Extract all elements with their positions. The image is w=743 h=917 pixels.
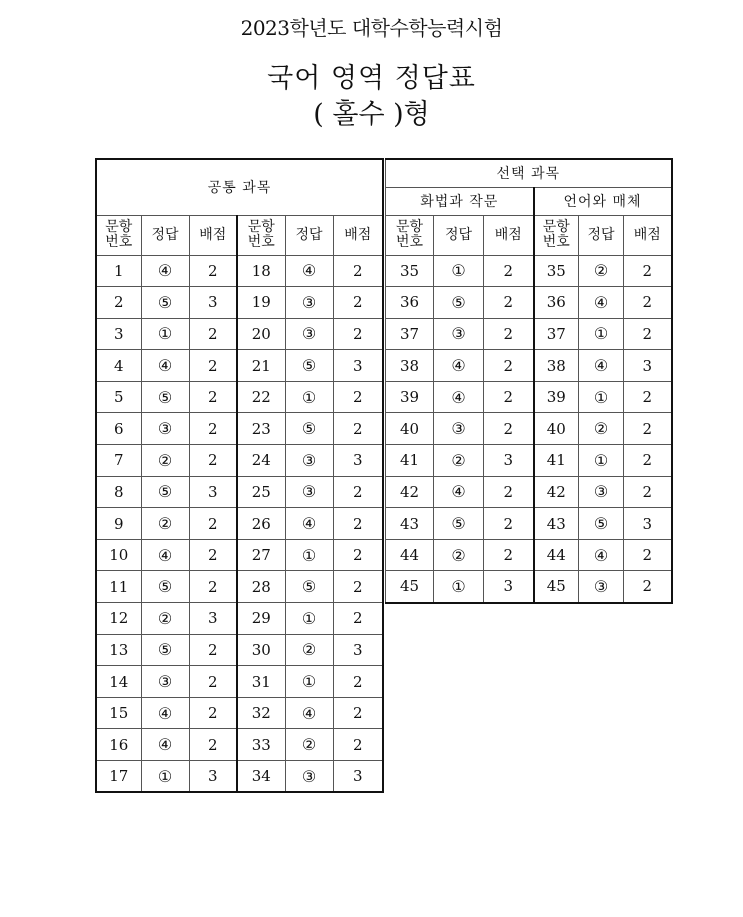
- table-row: [386, 255, 672, 287]
- question-number: 37: [534, 318, 579, 350]
- elective-subject-table: [385, 158, 673, 604]
- score: 2: [333, 697, 383, 729]
- score: 2: [189, 255, 237, 287]
- table-row: [96, 761, 383, 793]
- score: 2: [333, 287, 383, 319]
- answer: ③: [579, 571, 624, 603]
- question-number: 38: [386, 350, 434, 382]
- score: 2: [333, 413, 383, 445]
- question-number: 34: [237, 761, 285, 793]
- score: 3: [189, 287, 237, 319]
- table-row: [96, 413, 383, 445]
- answer: ①: [579, 318, 624, 350]
- question-number: 36: [534, 287, 579, 319]
- score: 2: [189, 729, 237, 761]
- question-number: 25: [237, 476, 285, 508]
- table-row: [386, 445, 672, 477]
- question-number: 35: [534, 255, 579, 287]
- question-number: 20: [237, 318, 285, 350]
- score-header: 배점: [189, 215, 237, 255]
- answer: ①: [285, 539, 333, 571]
- question-number: 44: [386, 539, 434, 571]
- score: 2: [484, 318, 534, 350]
- question-number: 39: [534, 381, 579, 413]
- score: 2: [484, 476, 534, 508]
- answer: ③: [434, 318, 484, 350]
- score: 2: [624, 381, 672, 413]
- score: 2: [333, 381, 383, 413]
- score: 3: [333, 634, 383, 666]
- exam-title: 2023학년도 대학수학능력시험: [240, 16, 503, 40]
- table-row: [96, 697, 383, 729]
- score: 2: [624, 539, 672, 571]
- score: 2: [333, 508, 383, 540]
- question-number: 5: [96, 381, 141, 413]
- question-number: 41: [386, 445, 434, 477]
- answer: ③: [434, 413, 484, 445]
- answer: ④: [579, 287, 624, 319]
- table-row: [386, 413, 672, 445]
- score: 2: [624, 445, 672, 477]
- question-number: 7: [96, 445, 141, 477]
- score: 3: [484, 445, 534, 477]
- table-row: [386, 539, 672, 571]
- answer: ②: [141, 508, 189, 540]
- question-number: 35: [386, 255, 434, 287]
- table-row: [96, 571, 383, 603]
- question-number: 2: [96, 287, 141, 319]
- subject-title: 국어 영역 정답표: [267, 63, 476, 94]
- score: 3: [624, 508, 672, 540]
- answer: ②: [285, 729, 333, 761]
- question-number: 17: [96, 761, 141, 793]
- answer: ③: [285, 287, 333, 319]
- question-number: 23: [237, 413, 285, 445]
- score: 2: [624, 318, 672, 350]
- score: 2: [333, 603, 383, 635]
- score: 2: [484, 539, 534, 571]
- answer: ②: [434, 539, 484, 571]
- question-number: 22: [237, 381, 285, 413]
- score: 2: [624, 255, 672, 287]
- answer: ⑤: [285, 350, 333, 382]
- score: 2: [333, 318, 383, 350]
- question-number: 42: [386, 476, 434, 508]
- answer: ③: [285, 318, 333, 350]
- table-row: [96, 445, 383, 477]
- question-number: 31: [237, 666, 285, 698]
- answer: ①: [434, 571, 484, 603]
- table-row: [96, 508, 383, 540]
- answer: ⑤: [141, 476, 189, 508]
- question-number: 13: [96, 634, 141, 666]
- question-number: 41: [534, 445, 579, 477]
- answer: ④: [141, 539, 189, 571]
- score: 2: [333, 539, 383, 571]
- answer: ③: [579, 476, 624, 508]
- score: 3: [189, 603, 237, 635]
- answer: ④: [285, 508, 333, 540]
- answer: ④: [579, 350, 624, 382]
- answer: ①: [434, 255, 484, 287]
- score: 2: [484, 508, 534, 540]
- answer: ②: [579, 255, 624, 287]
- table-row: [96, 539, 383, 571]
- score: 2: [333, 571, 383, 603]
- score: 2: [624, 571, 672, 603]
- answer: ④: [141, 729, 189, 761]
- score: 2: [624, 413, 672, 445]
- question-number: 21: [237, 350, 285, 382]
- question-number: 27: [237, 539, 285, 571]
- answer: ⑤: [141, 571, 189, 603]
- score: 2: [484, 350, 534, 382]
- common-column-header-row: [96, 215, 383, 255]
- question-number: 1: [96, 255, 141, 287]
- question-number: 43: [534, 508, 579, 540]
- common-subject-table: [95, 158, 384, 793]
- question-number: 45: [534, 571, 579, 603]
- score: 2: [333, 666, 383, 698]
- score: 3: [484, 571, 534, 603]
- table-row: [386, 287, 672, 319]
- answer: ①: [285, 603, 333, 635]
- question-number: 38: [534, 350, 579, 382]
- question-number: 15: [96, 697, 141, 729]
- answer: ②: [141, 603, 189, 635]
- answer: ③: [285, 761, 333, 793]
- score: 2: [189, 539, 237, 571]
- score: 2: [189, 413, 237, 445]
- answer: ⑤: [579, 508, 624, 540]
- table-row: [386, 318, 672, 350]
- question-number: 3: [96, 318, 141, 350]
- question-number: 30: [237, 634, 285, 666]
- question-number: 33: [237, 729, 285, 761]
- score: 2: [189, 381, 237, 413]
- question-number: 32: [237, 697, 285, 729]
- question-number: 11: [96, 571, 141, 603]
- elective-a-header: 화법과 작문: [386, 187, 534, 215]
- question-number-header: 문항 번호: [96, 215, 141, 255]
- table-row: [96, 318, 383, 350]
- score: 2: [189, 666, 237, 698]
- score: 2: [189, 697, 237, 729]
- question-number: 8: [96, 476, 141, 508]
- score-header: 배점: [484, 215, 534, 255]
- question-number: 29: [237, 603, 285, 635]
- score: 3: [333, 445, 383, 477]
- answer: ⑤: [285, 571, 333, 603]
- answer: ①: [141, 318, 189, 350]
- score-header: 배점: [333, 215, 383, 255]
- answer: ⑤: [434, 287, 484, 319]
- elective-subject-header: 선택 과목: [386, 159, 672, 187]
- question-number: 12: [96, 603, 141, 635]
- score: 2: [189, 634, 237, 666]
- question-number: 19: [237, 287, 285, 319]
- table-row: [96, 603, 383, 635]
- score: 2: [333, 476, 383, 508]
- answer-header: 정답: [579, 215, 624, 255]
- answer: ⑤: [141, 287, 189, 319]
- table-row: [386, 476, 672, 508]
- table-row: [386, 381, 672, 413]
- answer: ②: [434, 445, 484, 477]
- score: 3: [189, 476, 237, 508]
- table-row: [96, 255, 383, 287]
- question-number: 40: [386, 413, 434, 445]
- question-number-header: 문항 번호: [534, 215, 579, 255]
- question-number: 42: [534, 476, 579, 508]
- question-number: 45: [386, 571, 434, 603]
- answer: ③: [141, 666, 189, 698]
- question-number: 10: [96, 539, 141, 571]
- answer: ①: [141, 761, 189, 793]
- question-number: 16: [96, 729, 141, 761]
- answer: ④: [285, 697, 333, 729]
- form-type: ( 홀수 )형: [313, 99, 430, 130]
- score: 2: [484, 255, 534, 287]
- score: 3: [333, 761, 383, 793]
- answer: ④: [434, 381, 484, 413]
- answer: ③: [285, 476, 333, 508]
- table-row: [386, 571, 672, 603]
- question-number-header: 문항 번호: [237, 215, 285, 255]
- answer: ④: [285, 255, 333, 287]
- question-number: 14: [96, 666, 141, 698]
- table-row: [386, 350, 672, 382]
- question-number: 9: [96, 508, 141, 540]
- score-header: 배점: [624, 215, 672, 255]
- table-row: [96, 634, 383, 666]
- answer: ①: [285, 666, 333, 698]
- question-number: 26: [237, 508, 285, 540]
- question-number: 40: [534, 413, 579, 445]
- score: 2: [484, 287, 534, 319]
- score: 2: [189, 350, 237, 382]
- answer: ①: [579, 381, 624, 413]
- question-number: 37: [386, 318, 434, 350]
- answer: ①: [579, 445, 624, 477]
- score: 2: [189, 571, 237, 603]
- score: 2: [484, 381, 534, 413]
- answer-header: 정답: [285, 215, 333, 255]
- score: 2: [484, 413, 534, 445]
- answer: ⑤: [434, 508, 484, 540]
- score: 2: [624, 287, 672, 319]
- answer: ④: [579, 539, 624, 571]
- score: 3: [333, 350, 383, 382]
- elective-column-header-row: [386, 215, 672, 255]
- question-number: 6: [96, 413, 141, 445]
- score: 2: [189, 508, 237, 540]
- answer-header: 정답: [434, 215, 484, 255]
- table-row: [96, 350, 383, 382]
- common-subject-header: 공통 과목: [96, 159, 383, 215]
- question-number: 28: [237, 571, 285, 603]
- table-row: [96, 729, 383, 761]
- answer: ⑤: [141, 381, 189, 413]
- answer: ②: [141, 445, 189, 477]
- answer: ④: [141, 255, 189, 287]
- answer: ①: [285, 381, 333, 413]
- score: 2: [189, 445, 237, 477]
- question-number: 4: [96, 350, 141, 382]
- table-row: [96, 287, 383, 319]
- question-number: 39: [386, 381, 434, 413]
- table-row: [386, 508, 672, 540]
- table-row: [96, 381, 383, 413]
- answer: ④: [141, 697, 189, 729]
- question-number-header: 문항 번호: [386, 215, 434, 255]
- answer: ③: [141, 413, 189, 445]
- question-number: 36: [386, 287, 434, 319]
- answer: ②: [285, 634, 333, 666]
- question-number: 44: [534, 539, 579, 571]
- answer: ④: [434, 350, 484, 382]
- answer: ⑤: [141, 634, 189, 666]
- question-number: 24: [237, 445, 285, 477]
- answer: ③: [285, 445, 333, 477]
- elective-b-header: 언어와 매체: [534, 187, 672, 215]
- answer: ④: [141, 350, 189, 382]
- score: 2: [624, 476, 672, 508]
- table-row: [96, 476, 383, 508]
- answer: ②: [579, 413, 624, 445]
- score: 3: [624, 350, 672, 382]
- score: 2: [189, 318, 237, 350]
- question-number: 43: [386, 508, 434, 540]
- answer: ⑤: [285, 413, 333, 445]
- answer: ④: [434, 476, 484, 508]
- answer-header: 정답: [141, 215, 189, 255]
- table-row: [96, 666, 383, 698]
- score: 2: [333, 729, 383, 761]
- score: 3: [189, 761, 237, 793]
- question-number: 18: [237, 255, 285, 287]
- score: 2: [333, 255, 383, 287]
